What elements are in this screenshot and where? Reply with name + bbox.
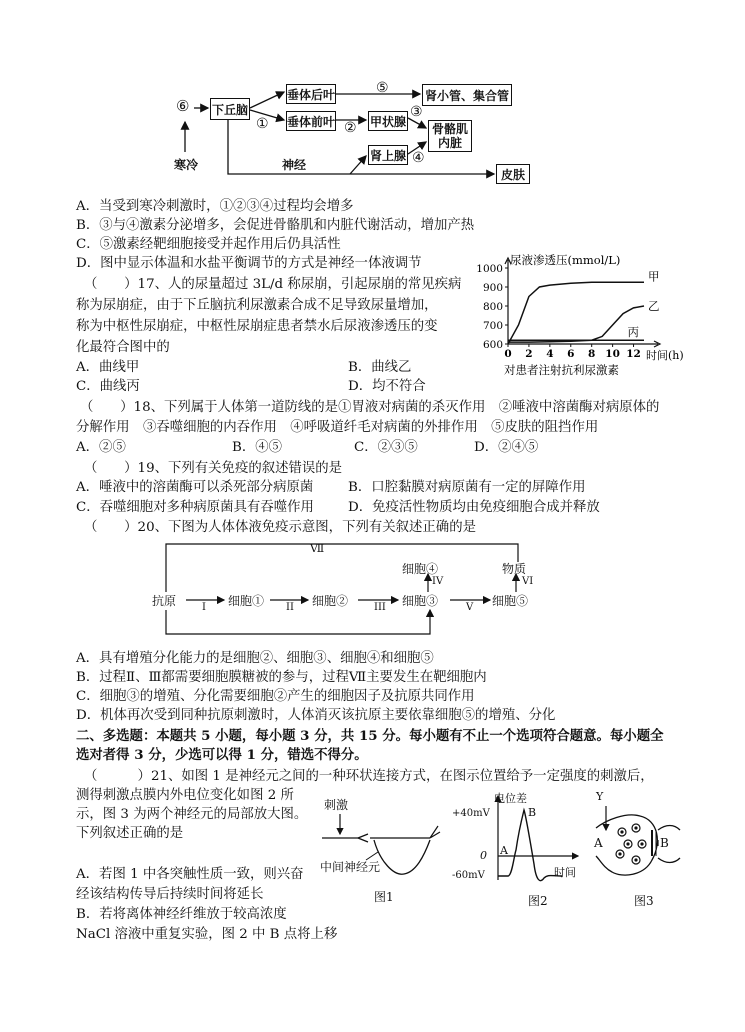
thyroid-box: 甲状腺: [368, 111, 408, 131]
cell3-label: 细胞③: [402, 594, 439, 608]
fig3-a-label: A: [594, 836, 603, 850]
process-3-label: III: [374, 602, 386, 613]
process-2-label: II: [286, 602, 294, 613]
circle-6-label: ⑥: [176, 97, 190, 115]
q18-option-a: A．②⑤: [76, 440, 126, 455]
q18-stem-line2: 分解作用 ③吞噬细胞的内吞作用 ④呼吸道纤毛对病菌的外排作用 ⑤皮肤的阻挡作用: [76, 420, 599, 435]
section2-heading-line2: 选对者得 3 分，少选可以得 1 分，错选不得分。: [76, 747, 368, 763]
chart-x-tick-label: 0: [504, 348, 512, 360]
q20-stem: （ ）20、下图为人体体液免疫示意图，下列有关叙述正确的是: [84, 520, 476, 535]
muscle-organ-box: [428, 120, 472, 152]
q21-figure-2: [452, 790, 586, 912]
anterior-pituitary-box: 垂体前叶: [286, 111, 336, 131]
q19-option-d: D．免疫活性物质均由免疫细胞合成并释放: [348, 500, 600, 515]
q21-option-b-line2: NaCl 溶液中重复实验，图 2 中 B 点将上移: [76, 927, 338, 942]
circle-3-label: ③: [410, 104, 423, 120]
circle-4-label: ④: [412, 150, 425, 166]
figure2-caption: 图2: [528, 894, 548, 908]
chart-title: 尿液渗透压(mmol/L): [510, 253, 621, 267]
point-b-label: B: [528, 806, 537, 819]
skin-box: 皮肤: [496, 164, 530, 184]
q18-stem-line1: （ ）18、下列属于人体第一道防线的是①胃液对病菌的杀灭作用 ②唾液中溶菌酶对病原体的: [80, 400, 660, 415]
q17-option-c: C．曲线丙: [76, 379, 140, 394]
section2-heading-line1: 二、多选题：本题共 5 小题，每小题 3 分，共 15 分。每小题有不止一个选项符合题意。每小题全: [76, 728, 664, 744]
q21-option-a-line1: A．若图 1 中各突触性质一致，则兴奋: [76, 867, 304, 882]
y-label: Y: [596, 790, 604, 803]
chart-series-line: [508, 306, 644, 342]
immune-diagram-arrows: [150, 540, 560, 640]
q17-stem-line2: 称为尿崩症，由于下丘脑抗利尿激素合成不足导致尿量增加，: [76, 298, 438, 313]
q21-stem-line1: （ ）21、如图 1 是神经元之间的一种环状连接方式，在图示位置给予一定强度的刺激后，: [84, 769, 654, 784]
chart-y-tick-label: 900: [482, 282, 503, 294]
q21-option-b-line1: B．若将离体神经纤维放于较高浓度: [76, 907, 287, 922]
chart-series-label: 甲: [648, 269, 660, 284]
adrenal-box: 肾上腺: [368, 145, 408, 165]
chart-y-tick-label: 800: [482, 301, 503, 313]
q16-option-d: D．图中显示体温和水盐平衡调节的方式是神经一体液调节: [76, 256, 422, 271]
q21-option-a-line2: 经该结构传导后持续时间将延长: [76, 887, 264, 902]
cell4-label: 细胞④: [402, 562, 439, 576]
organ-label: 内脏: [437, 136, 462, 150]
zero-label: 0: [480, 849, 487, 862]
q18-option-d: D．②④⑤: [474, 440, 539, 455]
chart-x-tick-label: 6: [567, 348, 575, 360]
q21-figure-1: [318, 796, 448, 906]
chart-x-tick-label: 12: [626, 348, 641, 360]
q17-stem-line1: （ ）17、人的尿量超过 3L/d 称尿崩，引起尿崩的常见疾病: [84, 277, 462, 292]
cold-label: 寒冷: [174, 158, 199, 172]
q19-option-a: A．唾液中的溶菌酶可以杀死部分病原菌: [76, 480, 314, 495]
chart-x-tick-label: 4: [546, 348, 554, 360]
nerve-label: 神经: [282, 158, 307, 172]
chart-x-tick-label: 8: [588, 348, 596, 360]
stimulus-label: 刺激: [324, 798, 349, 812]
point-a-label: A: [500, 844, 508, 857]
chart-caption: 对患者注射抗利尿激素: [504, 363, 619, 377]
q21-stem-line3: 示，图 3 为两个神经元的局部放大图。: [76, 807, 308, 822]
q17-stem-line3: 称为中枢性尿崩症，中枢性尿崩症患者禁水后尿液渗透压的变: [76, 319, 438, 334]
cell2-label: 细胞②: [312, 594, 349, 608]
chart-x-tick-label: 2: [525, 348, 533, 360]
hypothalamus-diagram: [170, 80, 530, 195]
hypothalamus-box: 下丘脑: [210, 98, 250, 120]
q17-option-a: A．曲线甲: [76, 360, 140, 375]
antigen-label: 抗原: [152, 594, 177, 608]
time-axis-label: 时间: [554, 866, 576, 879]
q16-option-a: A．当受到寒冷刺激时，①②③④过程均会增多: [76, 199, 354, 214]
q16-option-b: B．③与④激素分泌增多，会促进骨骼肌和内脏代谢活动，增加产热: [76, 218, 475, 233]
circle-1-label: ①: [256, 116, 269, 132]
q18-option-b: B．④⑤: [232, 440, 283, 455]
q21-stem-line4: 下列叙述正确的是: [76, 826, 184, 841]
figure1-caption: 图1: [374, 890, 394, 904]
chart-series-label: 丙: [627, 325, 640, 340]
q17-option-d: D．均不符合: [348, 379, 426, 394]
q21-stem-line2: 测得刺激点膜内外电位变化如图 2 所: [76, 788, 294, 803]
plus40-label: +40mV: [452, 808, 490, 819]
q19-option-b: B．口腔黏膜对病原菌有一定的屏障作用: [348, 480, 586, 495]
process-6-label: VI: [522, 576, 534, 587]
process-7-label: Ⅶ: [310, 542, 325, 555]
urine-osmolality-chart: [472, 252, 684, 382]
minus60-label: -60mV: [452, 870, 485, 881]
interneuron-label: 中间神经元: [320, 860, 381, 874]
q18-option-c: C．②③⑤: [354, 440, 418, 455]
fig3-b-label: B: [660, 836, 669, 850]
q16-option-c: C．⑤激素经靶细胞接受并起作用后仍具活性: [76, 237, 341, 252]
q17-stem-line4: 化最符合图中的: [76, 340, 170, 355]
process-5-label: V: [466, 602, 474, 613]
substance-label: 物质: [502, 562, 527, 576]
figure3-caption: 图3: [634, 894, 654, 908]
circle-2-label: ②: [344, 120, 357, 136]
chart-x-label: 时间(h): [646, 349, 684, 362]
q20-option-b: B．过程Ⅱ、Ⅲ都需要细胞膜糖被的参与，过程Ⅶ主要发生在靶细胞内: [76, 670, 487, 685]
process-1-label: I: [202, 602, 206, 613]
chart-y-tick-label: 1000: [476, 263, 503, 275]
q19-stem: （ ）19、下列有关免疫的叙述错误的是: [84, 461, 343, 476]
potential-axis-label: 电位差: [494, 792, 527, 805]
q21-figure-3: [592, 790, 682, 912]
q19-option-c: C．吞噬细胞对多种病原菌具有吞噬作用: [76, 500, 314, 515]
cell1-label: 细胞①: [228, 594, 265, 608]
chart-y-tick-label: 600: [482, 339, 503, 351]
chart-series-label: 乙: [648, 299, 660, 313]
posterior-pituitary-box: 垂体后叶: [286, 84, 336, 104]
immune-diagram: [150, 540, 560, 640]
cell5-label: 细胞⑤: [492, 594, 529, 608]
q20-option-a: A．具有增殖分化能力的是细胞②、细胞③、细胞④和细胞⑤: [76, 651, 434, 666]
kidney-tubule-box: 肾小管、集合管: [422, 84, 512, 106]
chart-x-tick-label: 10: [605, 348, 620, 360]
q17-option-b: B．曲线乙: [348, 360, 412, 375]
circle-5-label: ⑤: [376, 80, 389, 96]
process-4-label: IV: [432, 576, 444, 587]
q20-option-d: D．机体再次受到同种抗原刺激时，人体消灭该抗原主要依靠细胞⑤的增殖、分化: [76, 708, 556, 723]
chart-y-tick-label: 700: [482, 320, 503, 332]
q20-option-c: C．细胞③的增殖、分化需要细胞②产生的细胞因子及抗原共同作用: [76, 689, 475, 704]
muscle-label: 骨骼肌: [431, 122, 468, 136]
